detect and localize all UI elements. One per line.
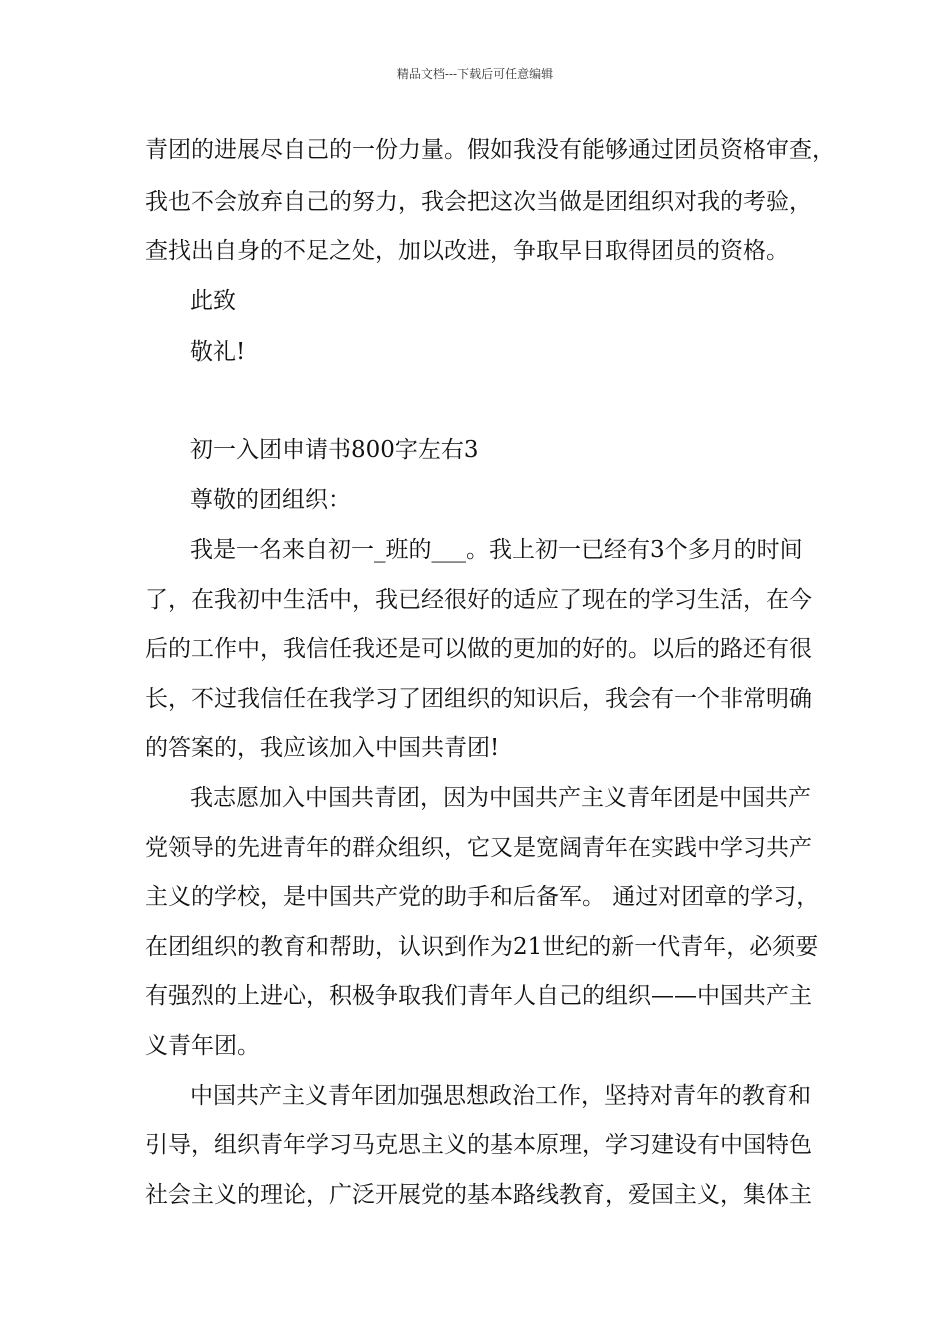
page-header: 精品文档---下载后可任意编辑 — [396, 67, 554, 81]
text-line: 有强烈的上进心，积极争取我们青年人自己的组织——中国共产主 — [145, 983, 812, 1009]
text-line: 的答案的，我应该加入中国共青团! — [145, 735, 500, 761]
text-line: 在团组织的教育和帮助，认识到作为21世纪的新一代青年，必须要 — [145, 934, 819, 960]
text-line: 长，不过我信任在我学习了团组织的知识后，我会有一个非常明确 — [145, 686, 812, 712]
text-line: 我也不会放弃自己的努力，我会把这次当做是团组织对我的考验， — [145, 189, 812, 215]
section-title: 初一入团申请书800字左右3 — [190, 437, 479, 463]
text-line: 了，在我初中生活中，我已经很好的适应了现在的学习生活，在今 — [145, 587, 812, 613]
text-line: 青团的进展尽自己的一份力量。假如我没有能够通过团员资格审查， — [145, 137, 835, 163]
closing-line: 此致 — [190, 288, 236, 314]
text-line: 查找出自身的不足之处，加以改进，争取早日取得团员的资格。 — [145, 238, 789, 264]
text-line: 我是一名来自初一_班的___。我上初一已经有3个多月的时间 — [190, 537, 803, 563]
text-line: 主义的学校，是中国共产党的助手和后备军。 通过对团章的学习， — [145, 884, 820, 910]
salutation: 尊敬的团组织： — [190, 487, 351, 513]
text-line: 中国共产主义青年团加强思想政治工作，坚持对青年的教育和 — [190, 1083, 811, 1109]
text-line: 后的工作中，我信任我还是可以做的更加的好的。以后的路还有很 — [145, 636, 812, 662]
text-line: 社会主义的理论，广泛开展党的基本路线教育，爱国主义，集体主 — [145, 1182, 812, 1208]
text-line: 党领导的先进青年的群众组织，它又是宽阔青年在实践中学习共产 — [145, 835, 812, 861]
text-line: 我志愿加入中国共青团，因为中国共产主义青年团是中国共产 — [190, 785, 811, 811]
text-line: 义青年团。 — [145, 1033, 260, 1059]
text-line: 引导，组织青年学习马克思主义的基本原理，学习建设有中国特色 — [145, 1132, 812, 1158]
closing-line: 敬礼! — [190, 339, 246, 365]
